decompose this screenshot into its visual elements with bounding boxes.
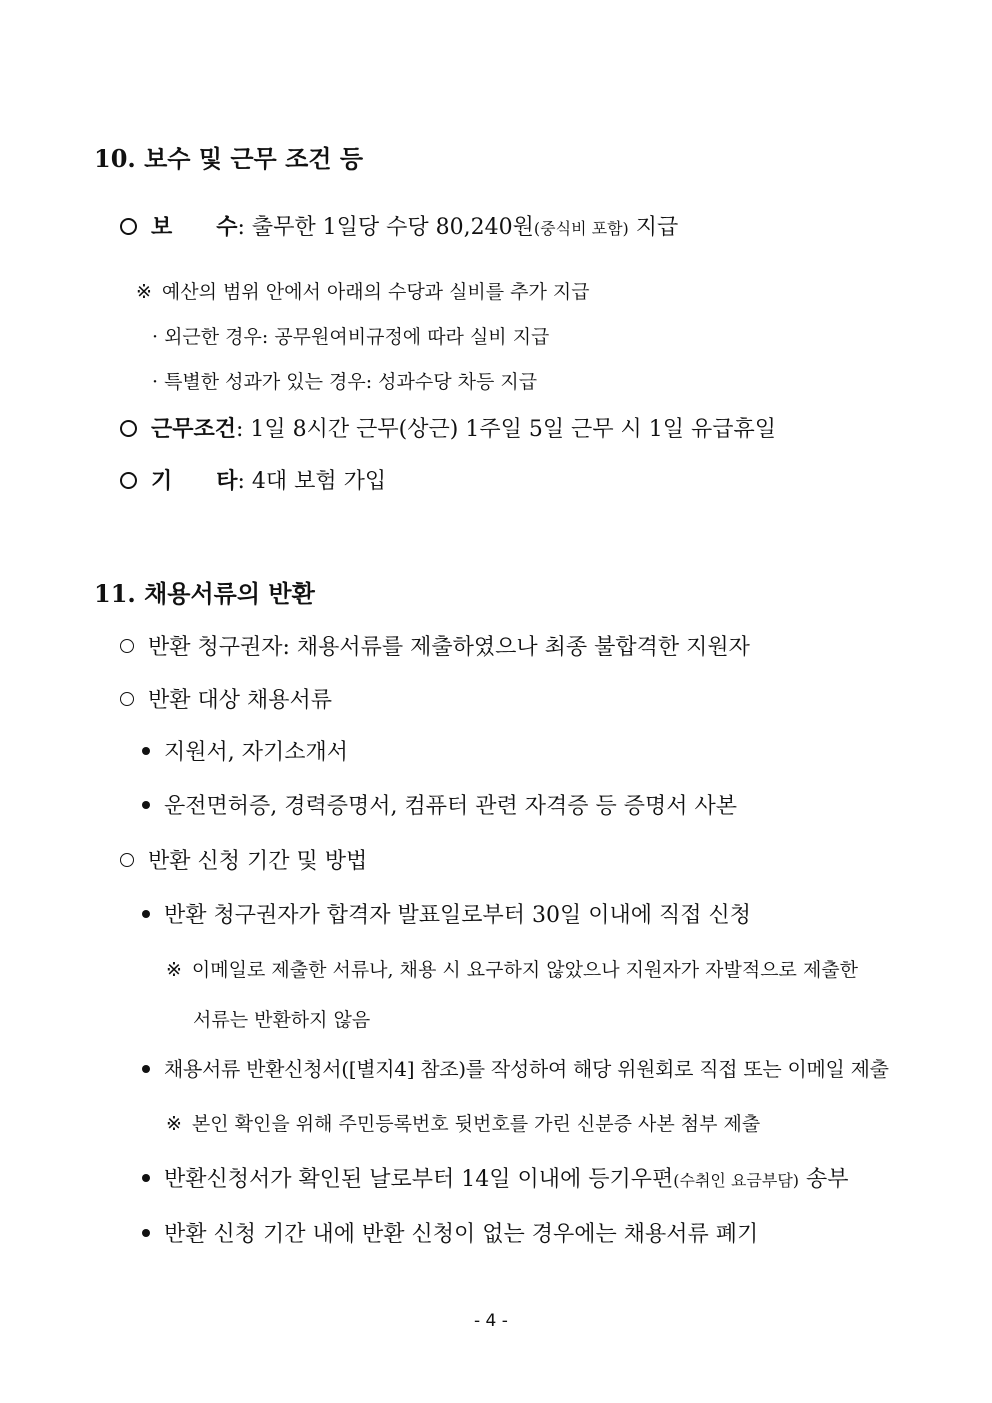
method-2-note [166, 1109, 760, 1136]
work-label: 근무조건 [151, 416, 237, 442]
pay-label-a: 보 [151, 214, 173, 240]
method-3-text: 반환신청서가 확인된 날로부터 14일 이내에 등기우편 [164, 1167, 674, 1192]
method-4 [142, 1217, 758, 1248]
method-2-text: 채용서류 반환신청서([별지4] 참조)를 작성하여 해당 위원회로 직접 또는 이메일 제출 [164, 1057, 889, 1081]
method-1-note [166, 955, 858, 982]
etc-item [120, 464, 386, 495]
dot-bullet-icon [142, 801, 150, 809]
circle-bullet-icon [120, 639, 134, 653]
budget-note [136, 277, 590, 304]
claimant-item [120, 630, 750, 661]
circle-bullet-icon [120, 692, 134, 706]
dot-bullet-icon [142, 1229, 150, 1237]
section-10-title: 10. 보수 및 근무 조건 등 [94, 144, 364, 173]
method-3-tail: 송부 [799, 1167, 849, 1192]
method-2-note-text: 본인 확인을 위해 주민등록번호 뒷번호를 가린 신분증 사본 첨부 제출 [191, 1113, 761, 1135]
pay-item [120, 210, 678, 241]
pay-text: : 출무한 1일당 수당 80,240원 [237, 215, 534, 240]
dot-bullet-icon [142, 910, 150, 918]
method-2 [142, 1053, 889, 1082]
method-1-note-line-2: 서류는 반환하지 않음 [193, 1009, 371, 1031]
dot-bullet-icon [142, 1065, 150, 1073]
period-method-item [120, 844, 367, 875]
method-1-text: 반환 청구권자가 합격자 발표일로부터 30일 이내에 직접 신청 [164, 903, 751, 928]
dot-bullet-icon [142, 747, 150, 755]
budget-sub-2: · 특별한 성과가 있는 경우: 성과수당 차등 지급 [152, 371, 538, 393]
method-1 [142, 898, 751, 929]
pay-small-note: (중식비 포함) [533, 219, 629, 238]
etc-label-b: 타 [216, 468, 238, 494]
target-docs-item [120, 683, 332, 714]
reference-mark-icon: ※ [136, 281, 152, 303]
target-doc-1 [142, 735, 348, 766]
etc-label-a: 기 [151, 468, 173, 494]
method-3-small-note: (수취인 요금부담) [673, 1171, 800, 1190]
circle-bullet-icon [120, 420, 137, 437]
method-1-note-line-1: 이메일로 제출한 서류나, 채용 시 요구하지 않았으나 지원자가 자발적으로 제출한 [191, 959, 859, 981]
page-number: - 4 - [474, 1311, 508, 1331]
pay-tail: 지급 [628, 215, 679, 240]
target-doc-1-text: 지원서, 자기소개서 [164, 740, 349, 765]
section-11-title: 11. 채용서류의 반환 [94, 579, 315, 608]
budget-sub-1: · 외근한 경우: 공무원여비규정에 따라 실비 지급 [152, 326, 550, 348]
circle-bullet-icon [120, 218, 137, 235]
target-doc-2 [142, 789, 737, 820]
work-item [120, 412, 776, 443]
reference-mark-icon: ※ [166, 959, 182, 981]
reference-mark-icon: ※ [166, 1113, 182, 1135]
target-doc-2-text: 운전면허증, 경력증명서, 컴퓨터 관련 자격증 등 증명서 사본 [164, 794, 737, 819]
method-4-text: 반환 신청 기간 내에 반환 신청이 없는 경우에는 채용서류 폐기 [164, 1222, 759, 1247]
method-3 [142, 1162, 849, 1193]
etc-text: : 4대 보험 가입 [237, 469, 387, 494]
circle-bullet-icon [120, 853, 134, 867]
budget-note-text: 예산의 범위 안에서 아래의 수당과 실비를 추가 지급 [161, 281, 590, 303]
period-method-text: 반환 신청 기간 및 방법 [148, 849, 368, 874]
claimant-text: 반환 청구권자: 채용서류를 제출하였으나 최종 불합격한 지원자 [148, 635, 750, 660]
work-text: : 1일 8시간 근무(상근) 1주일 5일 근무 시 1일 유급휴일 [236, 417, 777, 442]
dot-bullet-icon [142, 1174, 150, 1182]
pay-label-b: 수 [216, 214, 238, 240]
circle-bullet-icon [120, 472, 137, 489]
target-docs-text: 반환 대상 채용서류 [148, 688, 333, 713]
